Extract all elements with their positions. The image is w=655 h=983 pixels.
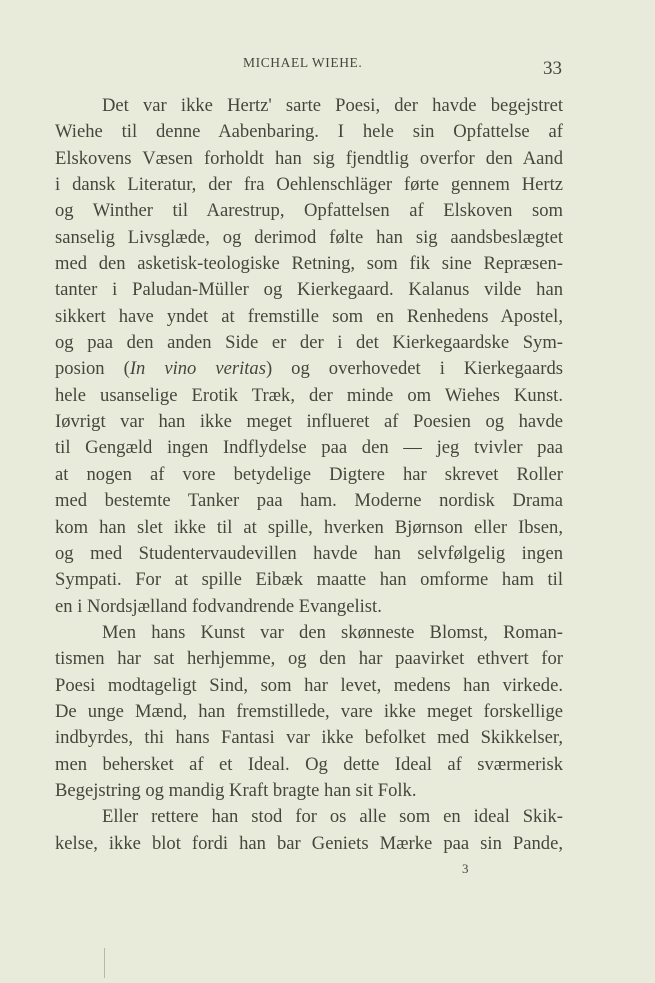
text-line: Eller rettere han stod for os alle som en ideal Skik-	[102, 806, 563, 828]
text-line: kelse, ikke blot fordi han bar Geniets Mærke paa sin Pande,	[55, 832, 563, 854]
page-number: 33	[543, 58, 562, 79]
text-line: Men hans Kunst var den skønneste Blomst, Roman-	[102, 621, 563, 643]
text-line: en i Nordsjælland fodvandrende Evangelist.	[55, 595, 382, 617]
text-line: Det var ikke Hertz' sarte Poesi, der havde begejstret	[102, 95, 563, 116]
text-line: tismen har sat herhjemme, og den har paavirket ethvert for	[55, 648, 563, 670]
scan-edge-mark	[104, 948, 105, 978]
text-line: Wiehe til denne Aabenbaring. I hele sin Opfattelse af	[55, 121, 563, 143]
text-line: Poesi modtageligt Sind, som har levet, medens han virkede.	[55, 674, 563, 696]
text-line: De unge Mænd, han fremstillede, vare ikke meget forskellige	[55, 700, 563, 722]
signature-mark: 3	[462, 861, 469, 876]
text-line: indbyrdes, thi hans Fantasi var ikke befolket med Skikkelser,	[55, 727, 563, 749]
text-line: med bestemte Tanker paa ham. Moderne nordisk Drama	[55, 490, 563, 512]
text-line: i dansk Literatur, der fra Oehlenschläger førte gennem Hertz	[55, 174, 563, 196]
text-line: og Winther til Aarestrup, Opfattelsen af Elskoven som	[55, 200, 563, 222]
body-text	[55, 93, 563, 857]
text-line: tanter i Paludan-Müller og Kierkegaard. Kalanus vilde han	[55, 279, 563, 301]
text-line: at nogen af vore betydelige Digtere har skrevet Roller	[55, 463, 563, 485]
text-line: kom han slet ikke til at spille, hverken Bjørnson eller Ibsen,	[55, 516, 563, 538]
text-line: med den asketisk-teologiske Retning, som fik sine Repræsen-	[55, 253, 563, 275]
text-line: og paa den anden Side er der i det Kierkegaardske Sym-	[55, 332, 563, 354]
text-line: Elskovens Væsen forholdt han sig fjendtlig overfor den Aand	[55, 147, 563, 169]
italic-title: In vino veritas	[129, 358, 266, 380]
text-line: Begejstring og mandig Kraft bragte han sit Folk.	[55, 779, 417, 801]
text-line	[55, 356, 563, 382]
text-line: hele usanselige Erotik Træk, der minde om Wiehes Kunst.	[55, 384, 563, 406]
text-line: Iøvrigt var han ikke meget influeret af Poesien og havde	[55, 411, 563, 433]
running-title: MICHAEL WIEHE.	[243, 55, 363, 70]
text-line: men behersket af et Ideal. Og dette Ideal af sværmerisk	[55, 753, 563, 775]
text-line: Sympati. For at spille Eibæk maatte han omforme ham til	[55, 569, 563, 591]
line-text-post: ) og overhovedet i Kierkegaards	[265, 358, 564, 380]
text-line: til Gengæld ingen Indflydelse paa den — jeg tvivler paa	[55, 437, 563, 459]
text-line: sikkert have yndet at fremstille som en Renhedens Apostel,	[55, 305, 563, 327]
text-line: sanselig Livsglæde, og derimod følte han sig aandsbeslægtet	[55, 226, 563, 248]
text-line: og med Studentervaudevillen havde han selvfølgelig ingen	[55, 542, 563, 564]
line-text-pre: posion (	[55, 358, 130, 380]
